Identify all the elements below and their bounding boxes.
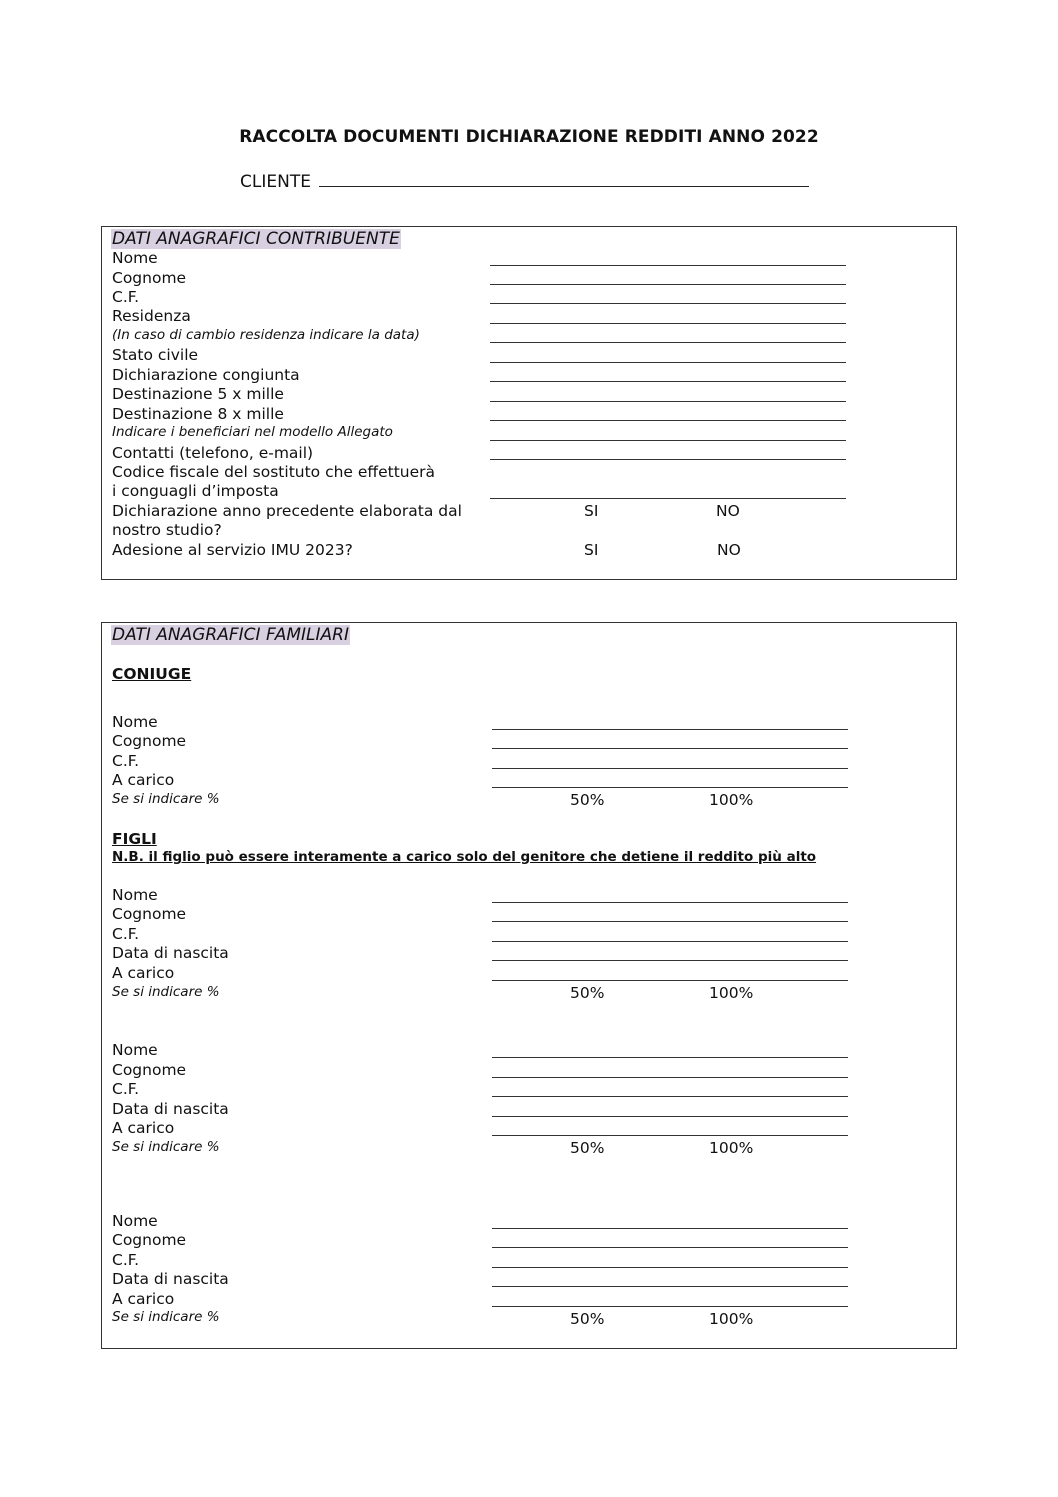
- figlio2-nascita-input-line[interactable]: [492, 1116, 848, 1117]
- figlio2-nome-input-line[interactable]: [492, 1057, 848, 1058]
- nome-input-line[interactable]: [490, 265, 846, 266]
- percent-note: Se si indicare %: [112, 1309, 220, 1325]
- pct-50-option[interactable]: 50%: [570, 984, 605, 1002]
- field-label: Data di nascita: [112, 1270, 229, 1288]
- cognome-input-line[interactable]: [490, 284, 846, 285]
- residenza-input-line[interactable]: [490, 323, 846, 324]
- percent-note: Se si indicare %: [112, 984, 220, 1000]
- field-label: Data di nascita: [112, 944, 229, 962]
- cf-input-line[interactable]: [490, 303, 846, 304]
- contribuente-heading: DATI ANAGRAFICI CONTRIBUENTE: [112, 229, 400, 249]
- field-label: Residenza: [112, 307, 191, 325]
- field-label: C.F.: [112, 1251, 140, 1269]
- field-label: C.F.: [112, 925, 140, 943]
- residenza-date-input-line[interactable]: [490, 342, 846, 343]
- figli-heading: FIGLI: [112, 830, 157, 848]
- field-label: nostro studio?: [112, 521, 222, 539]
- dichiarazione-congiunta-input-line[interactable]: [490, 381, 846, 382]
- figlio1-carico-input-line[interactable]: [492, 980, 848, 981]
- field-label: A carico: [112, 1290, 175, 1308]
- coniuge-nome-input-line[interactable]: [492, 729, 848, 730]
- yes-option[interactable]: SI: [584, 541, 599, 559]
- client-input-line[interactable]: [319, 170, 809, 187]
- field-label: Stato civile: [112, 346, 199, 364]
- figlio2-carico-input-line[interactable]: [492, 1135, 848, 1136]
- field-label: Data di nascita: [112, 1100, 229, 1118]
- field-note: (In caso di cambio residenza indicare la data): [112, 327, 420, 343]
- field-label: Dichiarazione anno precedente elaborata dal: [112, 502, 462, 520]
- figlio3-nome-input-line[interactable]: [492, 1228, 848, 1229]
- field-label: Nome: [112, 886, 158, 904]
- familiari-heading: DATI ANAGRAFICI FAMILIARI: [112, 625, 349, 645]
- field-label: Nome: [112, 249, 158, 267]
- contatti-input-line[interactable]: [490, 459, 846, 460]
- coniuge-cognome-input-line[interactable]: [492, 748, 848, 749]
- coniuge-heading: CONIUGE: [112, 665, 192, 683]
- field-label: Cognome: [112, 1061, 187, 1079]
- yes-option[interactable]: SI: [584, 502, 599, 520]
- pct-100-option[interactable]: 100%: [709, 984, 754, 1002]
- figlio1-nome-input-line[interactable]: [492, 902, 848, 903]
- figli-note: N.B. il figlio può essere interamente a carico solo del genitore che detiene il reddito più alto: [112, 849, 817, 865]
- field-label: A carico: [112, 1119, 175, 1137]
- pct-50-option[interactable]: 50%: [570, 791, 605, 809]
- client-field: [240, 170, 809, 192]
- familiari-section: [101, 622, 957, 1349]
- no-option[interactable]: NO: [716, 502, 740, 520]
- beneficiari-input-line[interactable]: [490, 440, 846, 441]
- stato-civile-input-line[interactable]: [490, 362, 846, 363]
- figlio1-cognome-input-line[interactable]: [492, 921, 848, 922]
- figlio3-carico-input-line[interactable]: [492, 1306, 848, 1307]
- figlio3-cf-input-line[interactable]: [492, 1267, 848, 1268]
- figlio2-cf-input-line[interactable]: [492, 1096, 848, 1097]
- 5-x-mille-input-line[interactable]: [490, 401, 846, 402]
- field-label: Destinazione 8 x mille: [112, 405, 284, 423]
- figlio3-cognome-input-line[interactable]: [492, 1247, 848, 1248]
- field-label: A carico: [112, 964, 175, 982]
- field-label: Dichiarazione congiunta: [112, 366, 300, 384]
- field-label: Destinazione 5 x mille: [112, 385, 284, 403]
- field-label: C.F.: [112, 752, 140, 770]
- figlio2-cognome-input-line[interactable]: [492, 1077, 848, 1078]
- contribuente-section: [101, 226, 957, 580]
- field-label: A carico: [112, 771, 175, 789]
- pct-100-option[interactable]: 100%: [709, 1139, 754, 1157]
- document-title: RACCOLTA DOCUMENTI DICHIARAZIONE REDDITI ANNO 2022: [239, 127, 819, 147]
- field-label: Nome: [112, 713, 158, 731]
- field-label: Cognome: [112, 1231, 187, 1249]
- percent-note: Se si indicare %: [112, 1139, 220, 1155]
- percent-note: Se si indicare %: [112, 791, 220, 807]
- no-option[interactable]: NO: [717, 541, 741, 559]
- field-label: C.F.: [112, 288, 140, 306]
- field-label: Nome: [112, 1041, 158, 1059]
- sostituto-cf-input-line[interactable]: [490, 498, 846, 499]
- pct-50-option[interactable]: 50%: [570, 1310, 605, 1328]
- figlio1-nascita-input-line[interactable]: [492, 960, 848, 961]
- pct-50-option[interactable]: 50%: [570, 1139, 605, 1157]
- pct-100-option[interactable]: 100%: [709, 791, 754, 809]
- pct-100-option[interactable]: 100%: [709, 1310, 754, 1328]
- 8-x-mille-input-line[interactable]: [490, 420, 846, 421]
- client-label: CLIENTE: [240, 172, 311, 192]
- field-label: Codice fiscale del sostituto che effettuerà: [112, 463, 436, 481]
- field-label: Cognome: [112, 732, 187, 750]
- figlio1-cf-input-line[interactable]: [492, 941, 848, 942]
- field-label: Nome: [112, 1212, 158, 1230]
- field-label: Adesione al servizio IMU 2023?: [112, 541, 353, 559]
- field-label: Cognome: [112, 905, 187, 923]
- coniuge-carico-input-line[interactable]: [492, 787, 848, 788]
- field-note: Indicare i beneficiari nel modello Allegato: [112, 424, 393, 440]
- field-label: C.F.: [112, 1080, 140, 1098]
- field-label: Contatti (telefono, e-mail): [112, 444, 314, 462]
- field-label: Cognome: [112, 269, 187, 287]
- field-label: i conguagli d’imposta: [112, 482, 279, 500]
- coniuge-cf-input-line[interactable]: [492, 768, 848, 769]
- figlio3-nascita-input-line[interactable]: [492, 1286, 848, 1287]
